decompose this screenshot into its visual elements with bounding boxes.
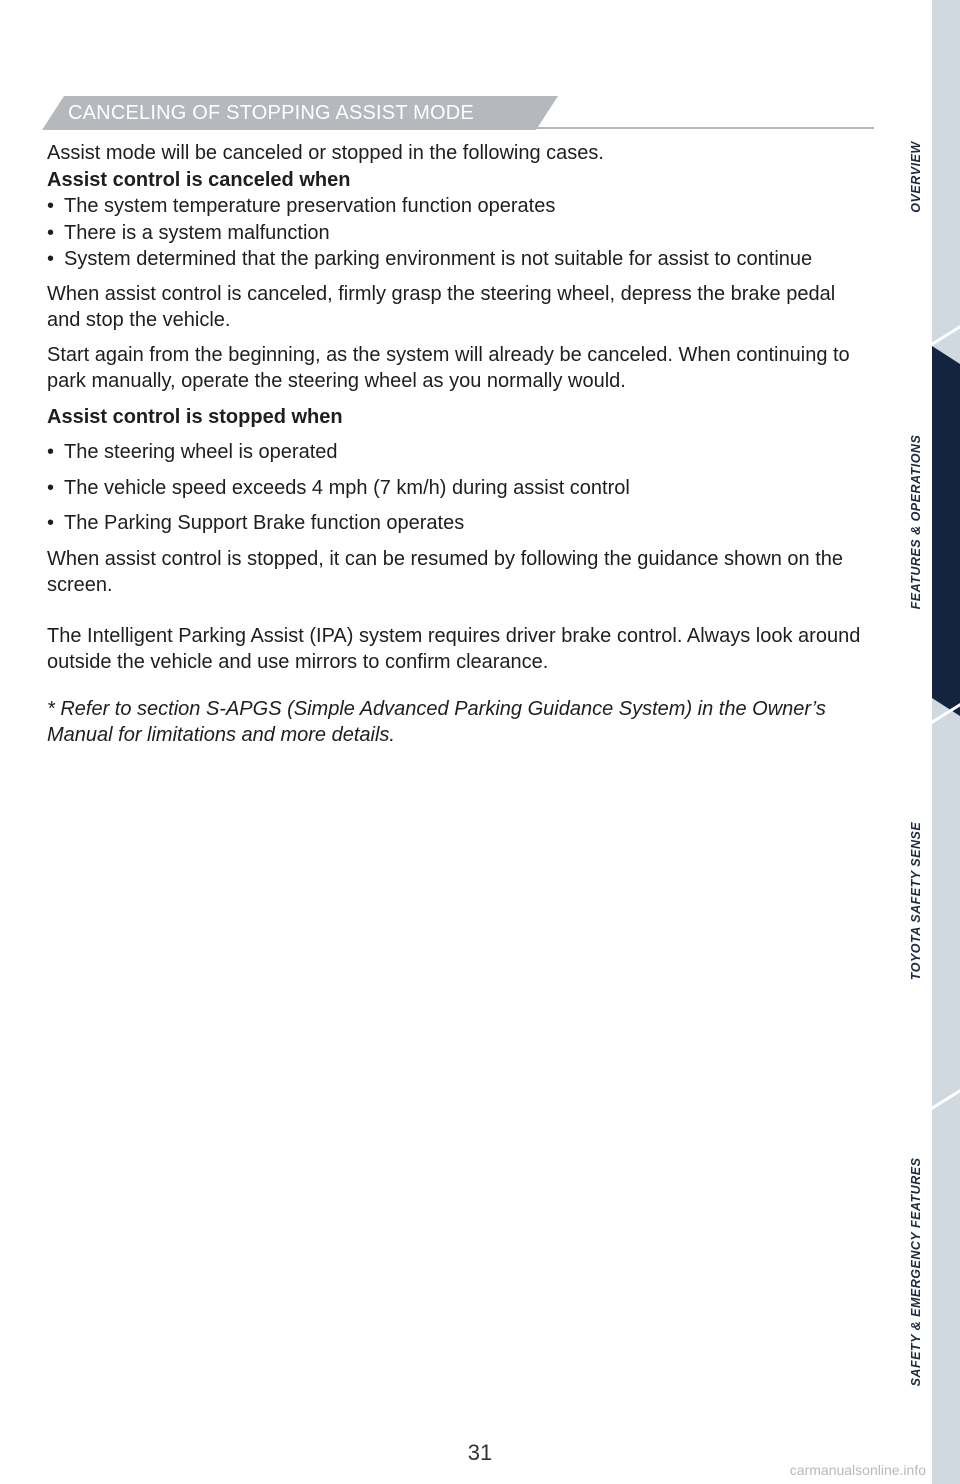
body-content bbox=[47, 140, 873, 749]
list-item: • There is a system malfunction bbox=[47, 220, 873, 247]
side-nav bbox=[932, 0, 960, 1484]
side-tab-features-operations[interactable]: FEATURES & OPERATIONS bbox=[909, 434, 923, 610]
canceled-paragraph-2: Start again from the beginning, as the system will already be canceled. When continuing to park manually, operate the steering wheel as you normally would. bbox=[47, 343, 850, 392]
tab-divider bbox=[930, 1089, 960, 1111]
canceled-list bbox=[47, 193, 873, 273]
stopped-paragraph: When assist control is stopped, it can be resumed by following the guidance shown on the screen. bbox=[47, 547, 844, 596]
list-item: • The system temperature preservation function operates bbox=[47, 193, 873, 220]
stopped-heading: Assist control is stopped when bbox=[47, 405, 343, 428]
canceled-heading: Assist control is canceled when bbox=[47, 168, 351, 191]
side-tab-safety-emergency[interactable]: SAFETY & EMERGENCY FEATURES bbox=[909, 1157, 923, 1387]
section-rule bbox=[536, 127, 874, 129]
section-header bbox=[42, 96, 874, 132]
page-number: 31 bbox=[467, 1440, 493, 1465]
list-item: • The vehicle speed exceeds 4 mph (7 km/h) during assist control bbox=[47, 475, 873, 502]
list-item: • The Parking Support Brake function operates bbox=[47, 510, 873, 537]
tab-divider bbox=[930, 325, 960, 347]
watermark: carmanualsonline.info bbox=[789, 1462, 926, 1478]
side-tab-overview[interactable]: OVERVIEW bbox=[909, 141, 923, 213]
canceled-paragraph-1: When assist control is canceled, firmly grasp the steering wheel, depress the brake pedal and stop the vehicle. bbox=[47, 282, 836, 331]
section-title: CANCELING OF STOPPING ASSIST MODE bbox=[68, 102, 474, 124]
ipa-paragraph: The Intelligent Parking Assist (IPA) system requires driver brake control. Always look around outside the vehicle and use mirrors to confirm clearance. bbox=[47, 624, 861, 673]
list-item: • System determined that the parking environment is not suitable for assist to continue bbox=[47, 246, 873, 273]
list-item: • The steering wheel is operated bbox=[47, 439, 873, 466]
stopped-list bbox=[47, 439, 873, 537]
footnote: * Refer to section S-APGS (Simple Advanced Parking Guidance System) in the Owner’s Manual for limitations and more details. bbox=[47, 697, 826, 746]
active-tab-marker bbox=[932, 346, 960, 716]
intro-text: Assist mode will be canceled or stopped in the following cases. bbox=[47, 142, 604, 164]
side-tab-toyota-safety-sense[interactable]: TOYOTA SAFETY SENSE bbox=[909, 821, 923, 981]
